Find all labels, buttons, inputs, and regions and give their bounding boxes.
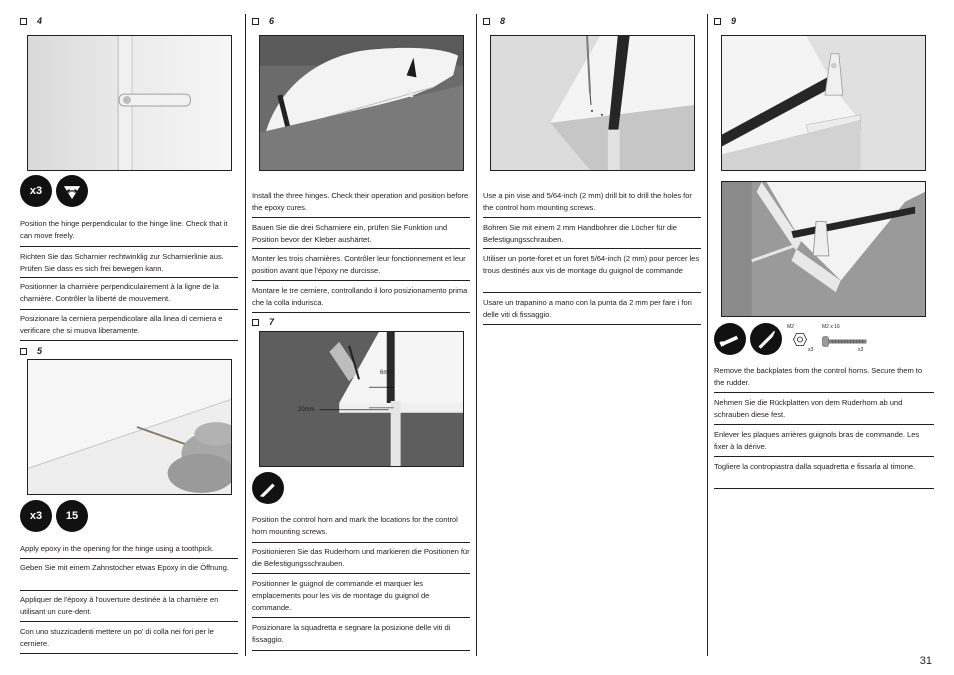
instruction-fr: Appliquer de l'époxy à l'ouverture destinée à la charnière en utilisant un cure-dent. — [20, 595, 219, 616]
quantity-badge: x3 — [20, 500, 52, 532]
paragraph-divider — [20, 246, 238, 247]
instruction-de: Nehmen Sie die Rückplatten von dem Ruderhorn ab und schrauben diese fest. — [714, 398, 903, 419]
step-number: 6 — [269, 16, 275, 26]
paragraph-divider — [252, 280, 470, 281]
dimension-label: 6mm — [380, 370, 394, 376]
paragraph-divider — [252, 573, 470, 574]
column-divider — [707, 14, 708, 656]
paragraph-divider — [252, 542, 470, 543]
instruction-en: Position the control horn and mark the locations for the control horn mounting screws. — [252, 515, 458, 536]
paragraph-divider — [252, 617, 470, 618]
paragraph-divider — [714, 456, 934, 457]
checkbox[interactable] — [252, 319, 259, 326]
instruction-it: Con uno stuzzicadenti mettere un po' di colla nei fori per le cerniere. — [20, 627, 214, 648]
hardware-screw-qty: x3 — [858, 347, 864, 353]
instruction-fr: Positionner le guignol de commande et marquer les emplacements pour les vis de montage du guignol de commande. — [252, 579, 430, 612]
photo-step-9a — [721, 35, 926, 171]
paragraph-divider — [483, 248, 701, 249]
instruction-it: Posizionare la squadretta e segnare la posizione delle viti di fissaggio. — [252, 623, 451, 644]
paragraph-divider — [20, 309, 238, 310]
paragraph-divider — [714, 488, 934, 489]
cure-time-badge: 15 — [56, 500, 88, 532]
nut-icon — [793, 333, 807, 346]
instruction-it: Togliere la contropiastra dalla squadretta e fissarla al timone. — [714, 462, 916, 471]
hinge-movement-icon — [56, 175, 88, 207]
step-7-header — [252, 315, 274, 329]
dimension-label: 20mm — [298, 407, 315, 413]
marker-pen-icon — [252, 472, 284, 504]
step-5-header — [20, 344, 42, 358]
paragraph-divider — [252, 217, 470, 218]
step-number: 9 — [731, 16, 737, 26]
instruction-en: Apply epoxy in the opening for the hinge using a toothpick. — [20, 544, 214, 553]
instruction-de: Bauen Sie die drei Scharniere ein, prüfen Sie Funktion und Position bevor der Kleber aushärtet. — [252, 223, 448, 244]
checkbox[interactable] — [20, 348, 27, 355]
paragraph-divider — [714, 424, 934, 425]
hardware-nut-qty: x3 — [808, 347, 814, 353]
photo-step-9b — [721, 181, 926, 317]
screwdriver-icon — [714, 323, 746, 355]
quantity-badge: x3 — [20, 175, 52, 207]
paragraph-divider — [20, 558, 238, 559]
step-number: 7 — [269, 317, 275, 327]
instruction-de: Positionieren Sie das Ruderhorn und markieren die Positionen für die Befestigungsschrauben. — [252, 547, 470, 568]
column-1 — [20, 14, 42, 28]
screw-icon — [822, 334, 868, 345]
column-divider — [476, 14, 477, 656]
column-divider — [245, 14, 246, 656]
photo-step-4 — [27, 35, 232, 171]
paragraph-divider — [20, 340, 238, 341]
instruction-de: Bohren Sie mit einem 2 mm Handbohrer die Löcher für die Befestigungsschrauben. — [483, 223, 677, 244]
checkbox[interactable] — [252, 18, 259, 25]
step-number: 4 — [37, 16, 43, 26]
paragraph-divider — [252, 312, 470, 313]
paragraph-divider — [252, 248, 470, 249]
instruction-it: Montare le tre cerniere, controllando il loro posizionamento prima che la colla indurisca. — [252, 286, 468, 307]
hardware-nut-label: M2 — [787, 324, 794, 330]
instruction-fr: Positionner la charnière perpendiculairement à la ligne de la charnière. Contrôler la liberté de mouvement. — [20, 282, 219, 303]
paragraph-divider — [714, 392, 934, 393]
photo-step-8 — [490, 35, 695, 171]
column-4 — [714, 14, 736, 28]
paragraph-divider — [252, 650, 470, 651]
drill-icon — [750, 323, 782, 355]
hardware-screw-label: M2 x 16 — [822, 324, 840, 330]
photo-step-6 — [259, 35, 464, 171]
column-2 — [252, 14, 274, 28]
instruction-fr: Enlever les plaques arrières guignols bras de commande. Les fixer à la dérive. — [714, 430, 920, 451]
checkbox[interactable] — [20, 18, 27, 25]
instruction-en: Remove the backplates from the control horns. Secure them to the rudder. — [714, 366, 923, 387]
paragraph-divider — [483, 292, 701, 293]
page-number: 31 — [919, 655, 932, 667]
instruction-it: Posizionare la cerniera perpendicolare alla linea di cerniera e verificare che si muova liberamente. — [20, 314, 223, 335]
paragraph-divider — [483, 324, 701, 325]
instruction-fr: Monter les trois charnières. Contrôler leur fonctionnement et leur position avant que l'époxy ne durcisse. — [252, 254, 466, 275]
instruction-fr: Utiliser un porte-foret et un foret 5/64-inch (2 mm) pour percer les trous destinés aux vis de montage du guignol de commande — [483, 254, 700, 275]
step-number: 8 — [500, 16, 506, 26]
step-header — [20, 14, 42, 28]
step-number: 5 — [37, 346, 43, 356]
photo-step-7 — [259, 331, 464, 467]
column-3 — [483, 14, 505, 28]
instruction-en: Position the hinge perpendicular to the hinge line. Check that it can move freely. — [20, 219, 228, 240]
instruction-en: Use a pin vise and 5/64-inch (2 mm) drill bit to drill the holes for the control horn mounting screws. — [483, 191, 692, 212]
instruction-de: Richten Sie das Scharnier rechtwinklig zur Scharnierlinie aus. Prüfen Sie dass es sich frei bewegen kann. — [20, 252, 224, 273]
paragraph-divider — [483, 217, 701, 218]
instruction-en: Install the three hinges. Check their operation and position before the epoxy cures. — [252, 191, 469, 212]
checkbox[interactable] — [714, 18, 721, 25]
paragraph-divider — [20, 277, 238, 278]
photo-step-5 — [27, 359, 232, 495]
paragraph-divider — [20, 590, 238, 591]
instruction-it: Usare un trapanino a mano con la punta da 2 mm per fare i fori delle viti di fissaggio. — [483, 298, 692, 319]
paragraph-divider — [20, 621, 238, 622]
paragraph-divider — [20, 653, 238, 654]
instruction-de: Geben Sie mit einem Zahnstocher etwas Epoxy in die Öffnung. — [20, 563, 229, 572]
checkbox[interactable] — [483, 18, 490, 25]
